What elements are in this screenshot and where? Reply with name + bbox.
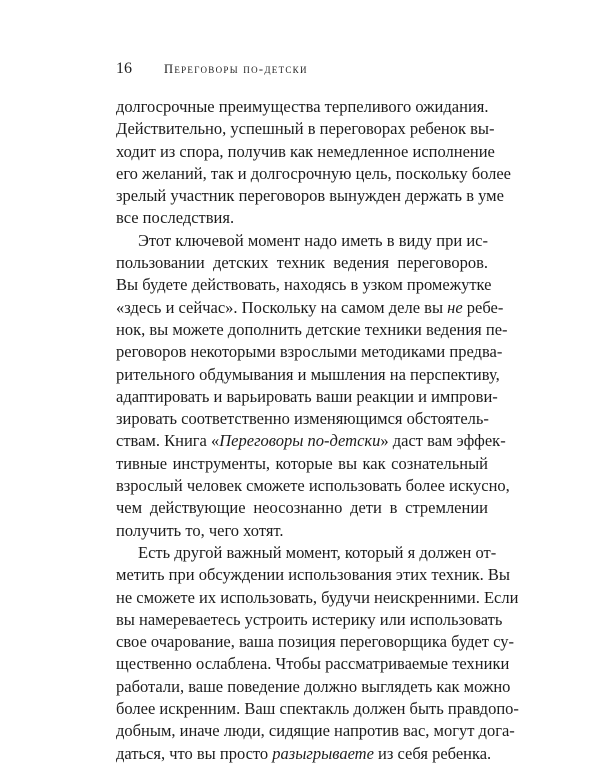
text-line: метить при обсуждении использования этих техник. Вы bbox=[116, 565, 511, 585]
text-fragment: ребе- bbox=[466, 297, 504, 317]
text-fragment: из себя ребенка. bbox=[378, 743, 492, 763]
text-line: рительного обдумывания и мышления на перспективу, bbox=[116, 364, 500, 384]
text-line: долгосрочные преимущества терпеливого ожидания. bbox=[116, 97, 489, 116]
text-line: вы намереваетесь устроить истерику или использовать bbox=[116, 609, 503, 629]
text-line: более искренним. Ваш спектакль должен быть правдопо- bbox=[116, 699, 519, 719]
text-line: тивные инструменты, которые вы как сознательный bbox=[116, 453, 488, 473]
text-line: Действительно, успешный в переговорах ребенок вы- bbox=[116, 119, 495, 139]
text-line: свое очарование, ваша позиция переговорщика будет су- bbox=[116, 632, 514, 652]
emphasis-not: не bbox=[447, 297, 463, 317]
text-line: получить то, чего хотят. bbox=[116, 520, 284, 540]
page-number: 16 bbox=[116, 60, 132, 77]
text-line: Этот ключевой момент надо иметь в виду при ис- bbox=[138, 230, 488, 250]
text-line bbox=[116, 743, 492, 765]
text-fragment: » даст вам эффек- bbox=[380, 431, 506, 451]
text-line: зировать соответственно изменяющимся обстоятель- bbox=[116, 409, 489, 429]
body-text bbox=[116, 96, 519, 765]
text-line: его желаний, так и долгосрочную цель, поскольку более bbox=[116, 163, 512, 183]
running-header bbox=[116, 60, 496, 80]
text-line: добным, иначе люди, сидящие напротив вас, могут дога- bbox=[116, 721, 515, 741]
paragraph-2 bbox=[116, 230, 510, 542]
text-fragment: даться, что вы просто bbox=[116, 743, 269, 763]
text-fragment: ствам. Книга « bbox=[116, 431, 220, 451]
paragraph-1 bbox=[116, 96, 512, 230]
text-line: ходит из спора, получив как немедленное исполнение bbox=[116, 141, 495, 161]
text-line: адаптировать и варьировать ваши реакции и импрови- bbox=[116, 386, 498, 406]
text-line: Вы будете действовать, находясь в узком промежутке bbox=[116, 275, 492, 295]
text-line: все последствия. bbox=[116, 208, 235, 228]
text-line: работали, ваше поведение должно выглядеть как можно bbox=[116, 676, 511, 696]
running-book-title: Переговоры по-детски bbox=[164, 62, 308, 76]
text-line bbox=[116, 297, 504, 319]
emphasis-book-title: Переговоры по-детски bbox=[219, 431, 381, 451]
text-line: чем действующие неосознанно дети в стремлении bbox=[116, 498, 488, 518]
paragraph-3 bbox=[116, 542, 519, 765]
text-line: реговоров некоторыми взрослыми методиками предва- bbox=[116, 342, 503, 362]
text-line: щественно ослаблена. Чтобы рассматриваемые техники bbox=[116, 654, 510, 674]
text-line: нок, вы можете дополнить детские техники ведения пе- bbox=[116, 319, 508, 339]
text-line: не сможете их использовать, будучи неискренними. Если bbox=[116, 587, 519, 607]
text-line bbox=[116, 430, 506, 452]
text-line: пользовании детских техник ведения переговоров. bbox=[116, 253, 488, 273]
text-fragment: «здесь и сейчас». Поскольку на самом деле вы bbox=[116, 297, 444, 317]
text-line: зрелый участник переговоров вынужден держать в уме bbox=[116, 186, 504, 206]
text-line: взрослый человек сможете использовать более искусно, bbox=[116, 476, 510, 496]
emphasis-acting: разыгрываете bbox=[272, 743, 374, 763]
text-line: Есть другой важный момент, который я должен от- bbox=[138, 542, 497, 562]
